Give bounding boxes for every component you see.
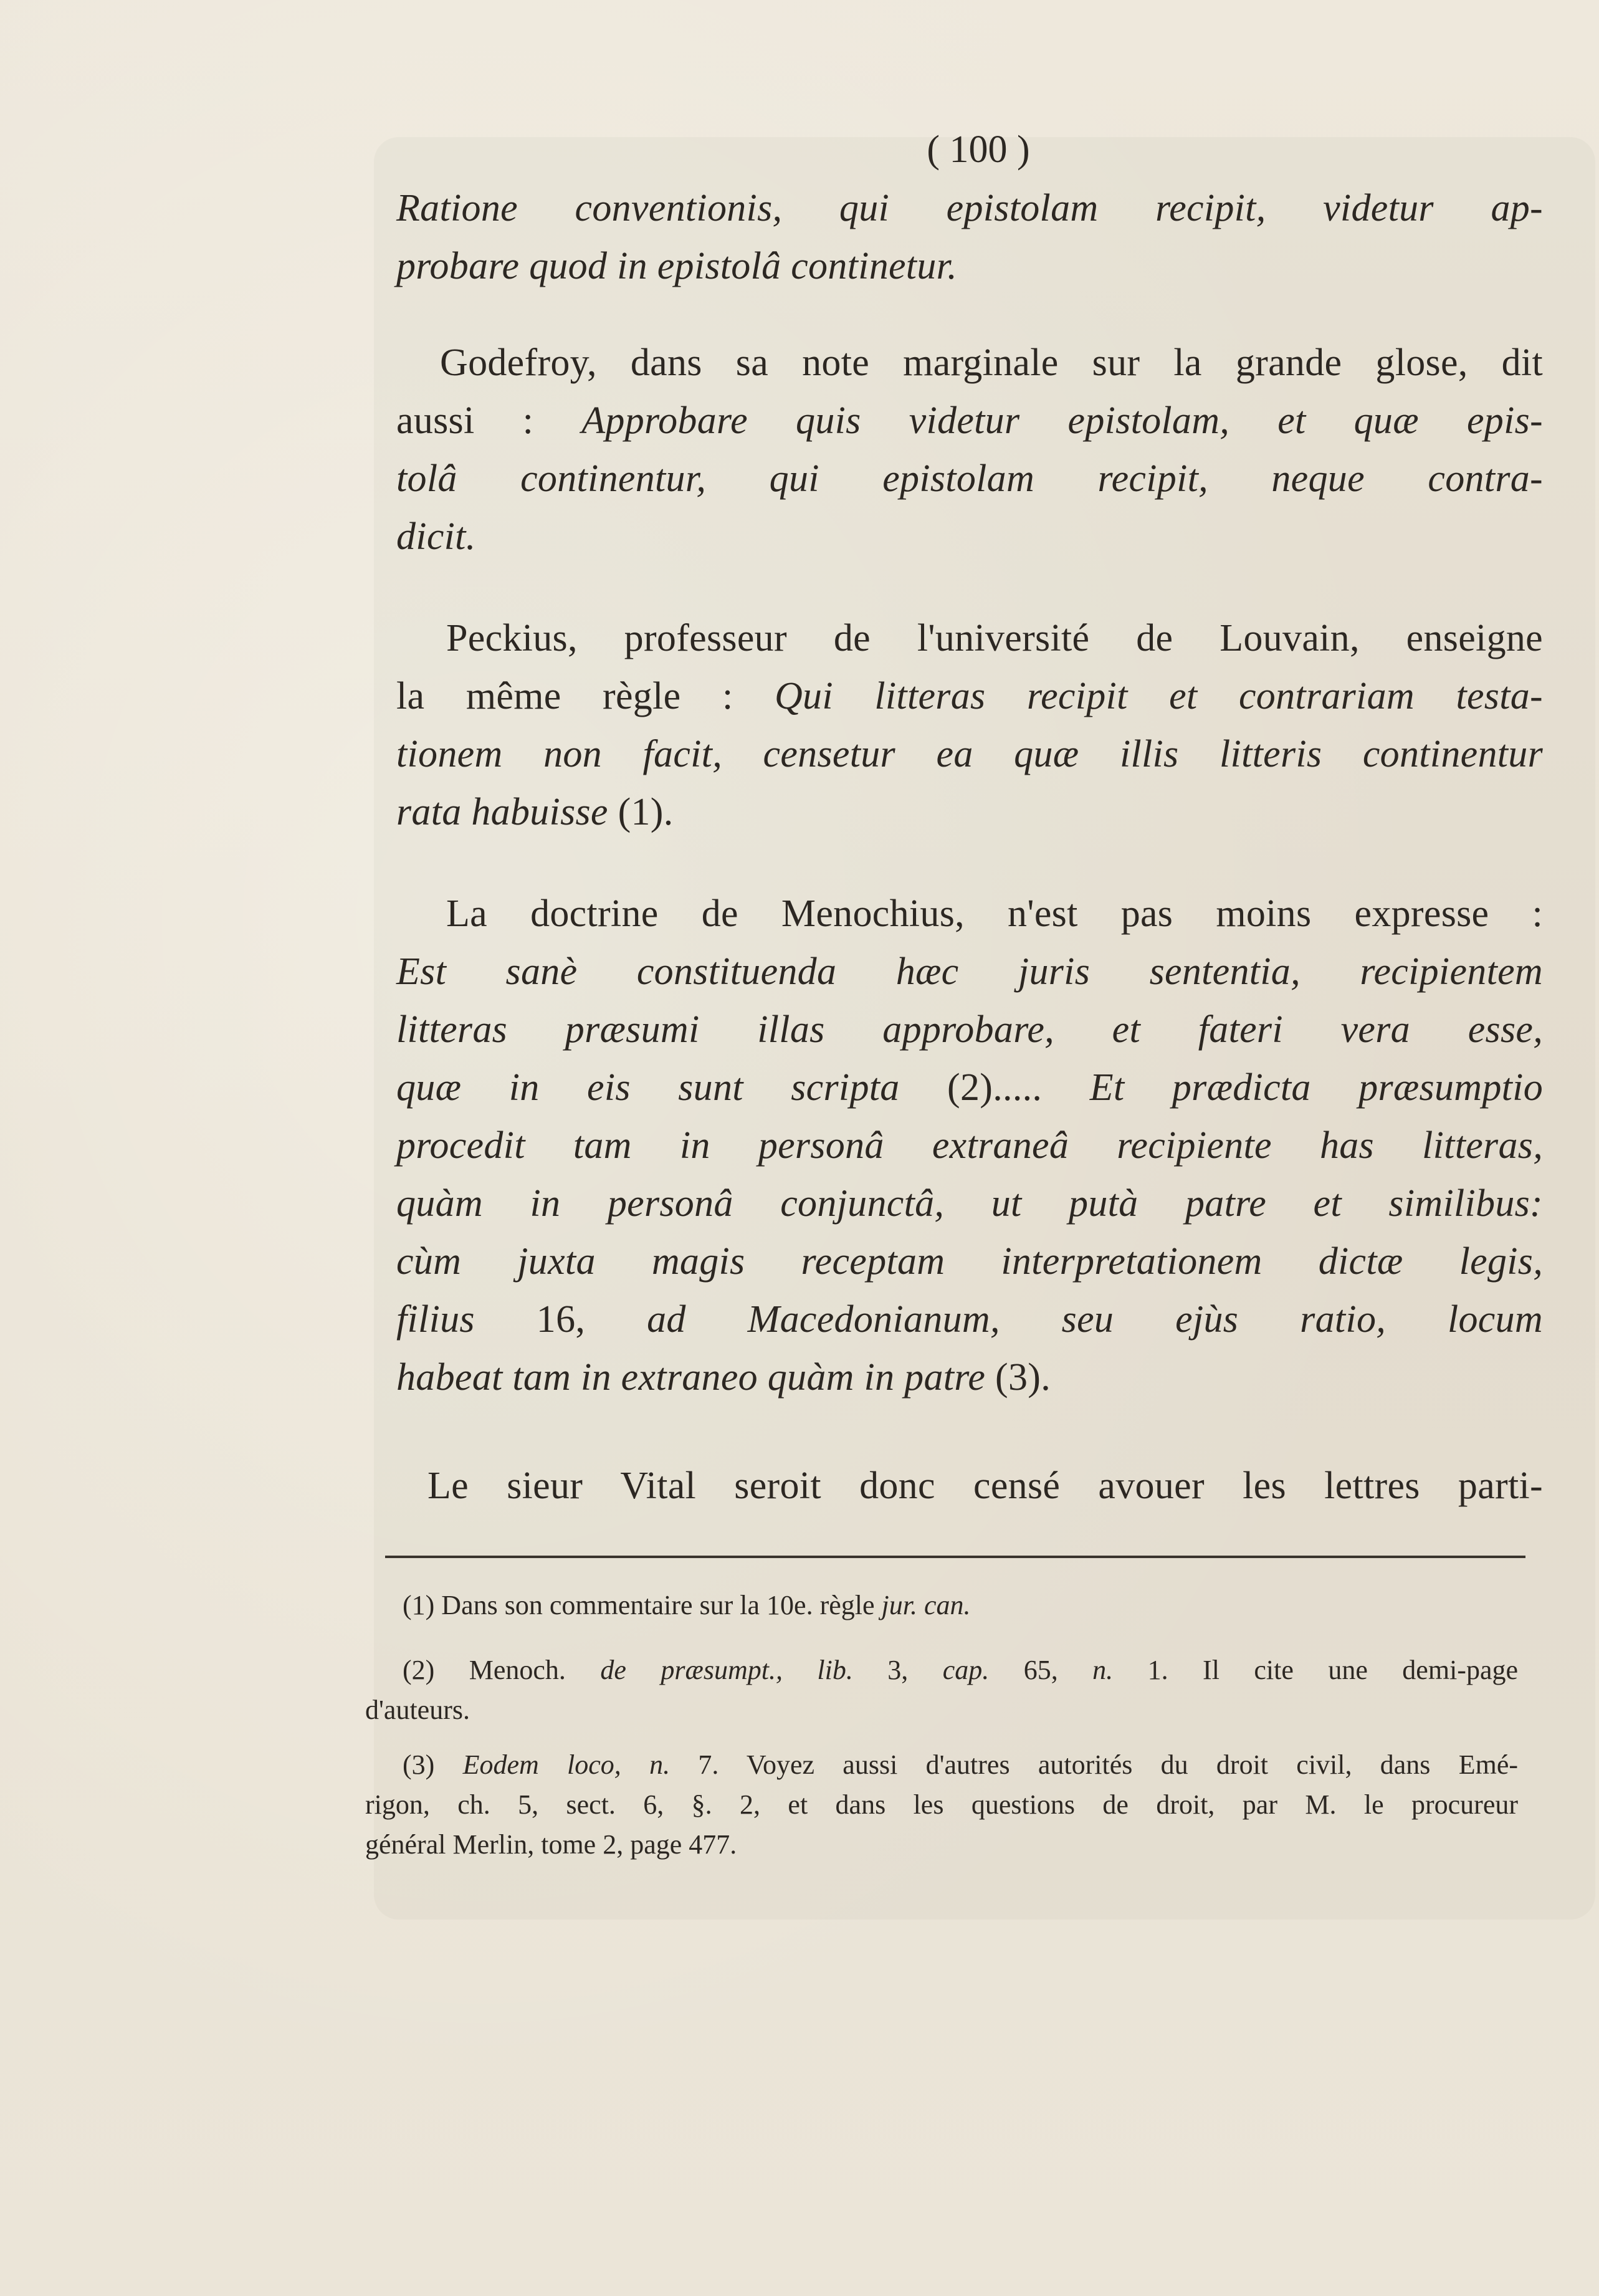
latin-quote: ad Macedonianum, seu ejùs ratio, locum bbox=[647, 1298, 1544, 1341]
citation: de præsumpt., lib. bbox=[600, 1655, 853, 1685]
text-run: 7. Voyez aussi d'autres autorités du droit civil, dans Emé- bbox=[670, 1749, 1518, 1780]
text-line bbox=[396, 392, 1543, 450]
text-run: Godefroy, dans sa note marginale sur la grande glose, dit bbox=[440, 342, 1543, 384]
text-run: 16, bbox=[474, 1298, 647, 1341]
footnote-ref: (2)..... bbox=[899, 1066, 1090, 1109]
latin-quote: habeat tam in extraneo quàm in patre bbox=[396, 1356, 986, 1399]
footnote-ref: (3). bbox=[985, 1356, 1051, 1399]
paragraph-ratione bbox=[396, 179, 1543, 295]
footnote-line: d'auteurs. bbox=[365, 1695, 470, 1725]
text-run: 65, bbox=[989, 1655, 1093, 1685]
text-line: tionem non facit, censetur ea quæ illis litteris continentur bbox=[396, 733, 1543, 775]
text-run: 3, bbox=[852, 1655, 943, 1685]
footnote-line bbox=[365, 1586, 1518, 1625]
text-line: dicit. bbox=[396, 515, 476, 558]
latin-quote: filius bbox=[396, 1298, 475, 1341]
text-line bbox=[396, 1059, 1543, 1117]
text-run: (3) bbox=[403, 1749, 463, 1780]
text-run: aussi : bbox=[396, 399, 582, 442]
latin-quote: Approbare quis videtur epistolam, et quæ epis- bbox=[581, 399, 1543, 442]
latin-quote: quæ in eis sunt scripta bbox=[396, 1066, 900, 1109]
text-line bbox=[396, 783, 1543, 841]
text-run: (2) Menoch. bbox=[403, 1655, 601, 1685]
text-run: (1) Dans son commentaire sur la 10e. règle bbox=[403, 1590, 882, 1620]
footnote-1 bbox=[365, 1586, 1518, 1625]
latin-quote: rata habuisse bbox=[396, 791, 608, 833]
text-line bbox=[396, 1291, 1543, 1349]
latin-quote: Qui litteras recipit et contrariam testa- bbox=[774, 675, 1543, 717]
text-run: la même règle : bbox=[396, 675, 775, 717]
citation: cap. bbox=[942, 1655, 990, 1685]
footnote-2 bbox=[365, 1650, 1518, 1730]
footnote-line bbox=[365, 1650, 1518, 1690]
latin-quote: Et prædicta præsumptio bbox=[1089, 1066, 1544, 1109]
text-line: Peckius, professeur de l'université de Louvain, enseigne bbox=[446, 617, 1543, 659]
text-line: Est sanè constituenda hæc juris sententia, recipientem bbox=[396, 950, 1543, 993]
footnote-line: rigon, ch. 5, sect. 6, §. 2, et dans les questions de droit, par M. le procureur bbox=[365, 1789, 1518, 1820]
paragraph-peckius bbox=[396, 610, 1543, 841]
text-line: cùm juxta magis receptam interpretationem dictæ legis, bbox=[396, 1240, 1543, 1283]
footnote-3 bbox=[365, 1745, 1518, 1865]
citation: n. bbox=[1092, 1655, 1114, 1685]
footnote-line: général Merlin, tome 2, page 477. bbox=[365, 1829, 737, 1860]
text-run: 1. Il cite une demi-page bbox=[1113, 1655, 1518, 1685]
footnote-line bbox=[365, 1745, 1518, 1785]
paragraph-vital bbox=[396, 1457, 1543, 1515]
paragraph-menochius bbox=[396, 885, 1543, 1407]
text-line bbox=[396, 334, 1543, 392]
text-line: quàm in personâ conjunctâ, ut putà patre et similibus: bbox=[396, 1182, 1543, 1225]
paragraph-godefroy bbox=[396, 334, 1543, 566]
text-line: Ratione conventionis, qui epistolam recipit, videtur ap- bbox=[396, 187, 1543, 229]
citation: jur. can. bbox=[881, 1590, 971, 1620]
footnote-ref: (1). bbox=[608, 791, 674, 833]
text-line: litteras præsumi illas approbare, et fateri vera esse, bbox=[396, 1008, 1543, 1051]
page-number: ( 100 ) bbox=[927, 128, 1030, 171]
text-line: tolâ continentur, qui epistolam recipit, neque contra- bbox=[396, 457, 1543, 500]
footnote-divider bbox=[385, 1556, 1525, 1558]
citation: Eodem loco, n. bbox=[462, 1749, 671, 1780]
text-line bbox=[396, 1349, 1543, 1407]
text-line: Le sieur Vital seroit donc censé avouer les lettres parti- bbox=[427, 1465, 1543, 1507]
text-line: procedit tam in personâ extraneâ recipiente has litteras, bbox=[396, 1124, 1543, 1167]
text-line: probare quod in epistolâ continetur. bbox=[396, 245, 957, 287]
text-line bbox=[396, 667, 1543, 725]
text-line: La doctrine de Menochius, n'est pas moins expresse : bbox=[446, 892, 1543, 935]
